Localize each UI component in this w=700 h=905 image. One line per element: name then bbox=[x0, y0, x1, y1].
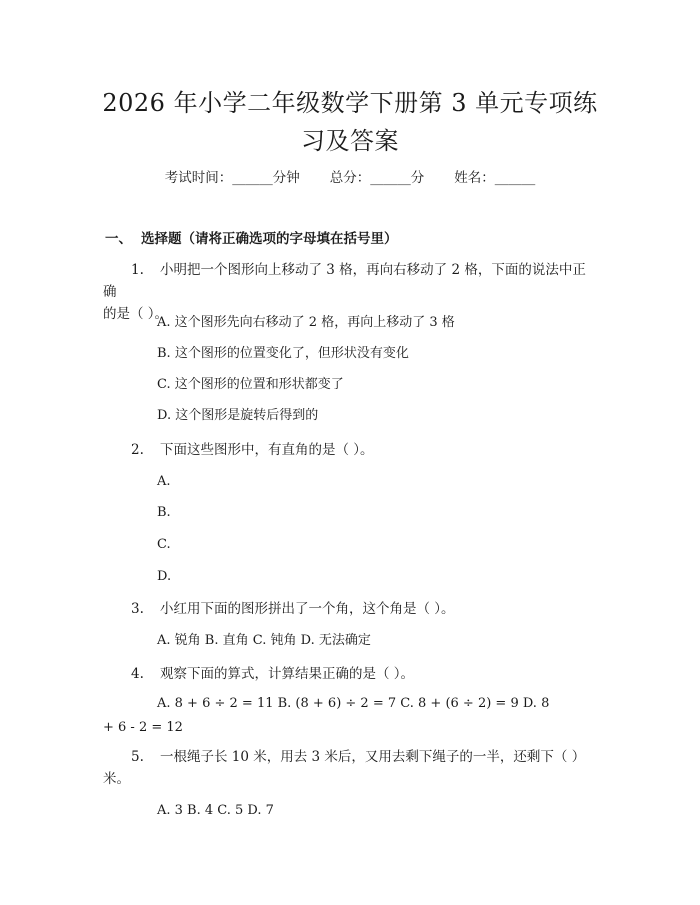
question-5-options: A. 3 B. 4 C. 5 D. 7 bbox=[157, 803, 274, 818]
question-2-option-b: B. bbox=[157, 505, 171, 520]
title-line-1: 2026 年小学二年级数学下册第 3 单元专项练 bbox=[102, 89, 598, 117]
question-2 bbox=[103, 439, 595, 461]
section-title: 选择题（请将正确选项的字母填在括号里） bbox=[141, 231, 398, 247]
question-text: 小红用下面的图形拼出了一个角，这个角是（ ）。 bbox=[160, 601, 455, 617]
question-4-options-line-1: A. 8 + 6 ÷ 2 = 11 B. (8 + 6) ÷ 2 = 7 C. 8 + (6 ÷ 2) = 9 D. 8 bbox=[157, 696, 550, 711]
exam-info-line bbox=[0, 168, 700, 188]
total-score-field: 总分：______分 bbox=[329, 170, 425, 186]
question-text: 小明把一个图形向上移动了 3 格，再向右移动了 2 格，下面的说法中正确 bbox=[103, 262, 586, 300]
question-number: 2. bbox=[131, 442, 144, 458]
question-4-options bbox=[103, 692, 595, 740]
document-title bbox=[90, 84, 610, 160]
question-1-option-a: A. 这个图形先向右移动了 2 格，再向上移动了 3 格 bbox=[157, 315, 455, 330]
question-5 bbox=[103, 746, 595, 790]
question-3 bbox=[103, 598, 595, 620]
question-text: 下面这些图形中，有直角的是（ ）。 bbox=[160, 442, 374, 458]
question-number: 1. bbox=[131, 262, 144, 278]
question-4-options-line-2: + 6 - 2 = 12 bbox=[103, 720, 183, 735]
question-number: 3. bbox=[131, 601, 144, 617]
question-2-option-d: D. bbox=[157, 569, 172, 584]
question-number: 4. bbox=[131, 666, 144, 682]
question-text: 一根绳子长 10 米，用去 3 米后，又用去剩下绳子的一半，还剩下（ ） bbox=[160, 749, 586, 765]
student-name-field: 姓名：______ bbox=[454, 170, 536, 186]
title-line-2: 习及答案 bbox=[301, 127, 399, 155]
question-3-options: A. 锐角 B. 直角 C. 钝角 D. 无法确定 bbox=[157, 633, 371, 648]
exam-time-field: 考试时间：______分钟 bbox=[164, 170, 300, 186]
section-number: 一、 bbox=[105, 231, 132, 247]
question-number: 5. bbox=[131, 749, 144, 765]
question-text-cont: 米。 bbox=[103, 771, 130, 787]
question-2-option-c: C. bbox=[157, 537, 171, 552]
question-4 bbox=[103, 663, 595, 685]
question-1-option-b: B. 这个图形的位置变化了，但形状没有变化 bbox=[157, 346, 409, 361]
section-heading bbox=[105, 229, 398, 249]
question-1-option-d: D. 这个图形是旋转后得到的 bbox=[157, 408, 319, 423]
question-2-option-a: A. bbox=[157, 474, 171, 489]
question-text: 观察下面的算式，计算结果正确的是（ ）。 bbox=[160, 666, 415, 682]
question-text-cont: 的是（ ）。 bbox=[103, 306, 169, 322]
question-1-option-c: C. 这个图形的位置和形状都变了 bbox=[157, 377, 344, 392]
